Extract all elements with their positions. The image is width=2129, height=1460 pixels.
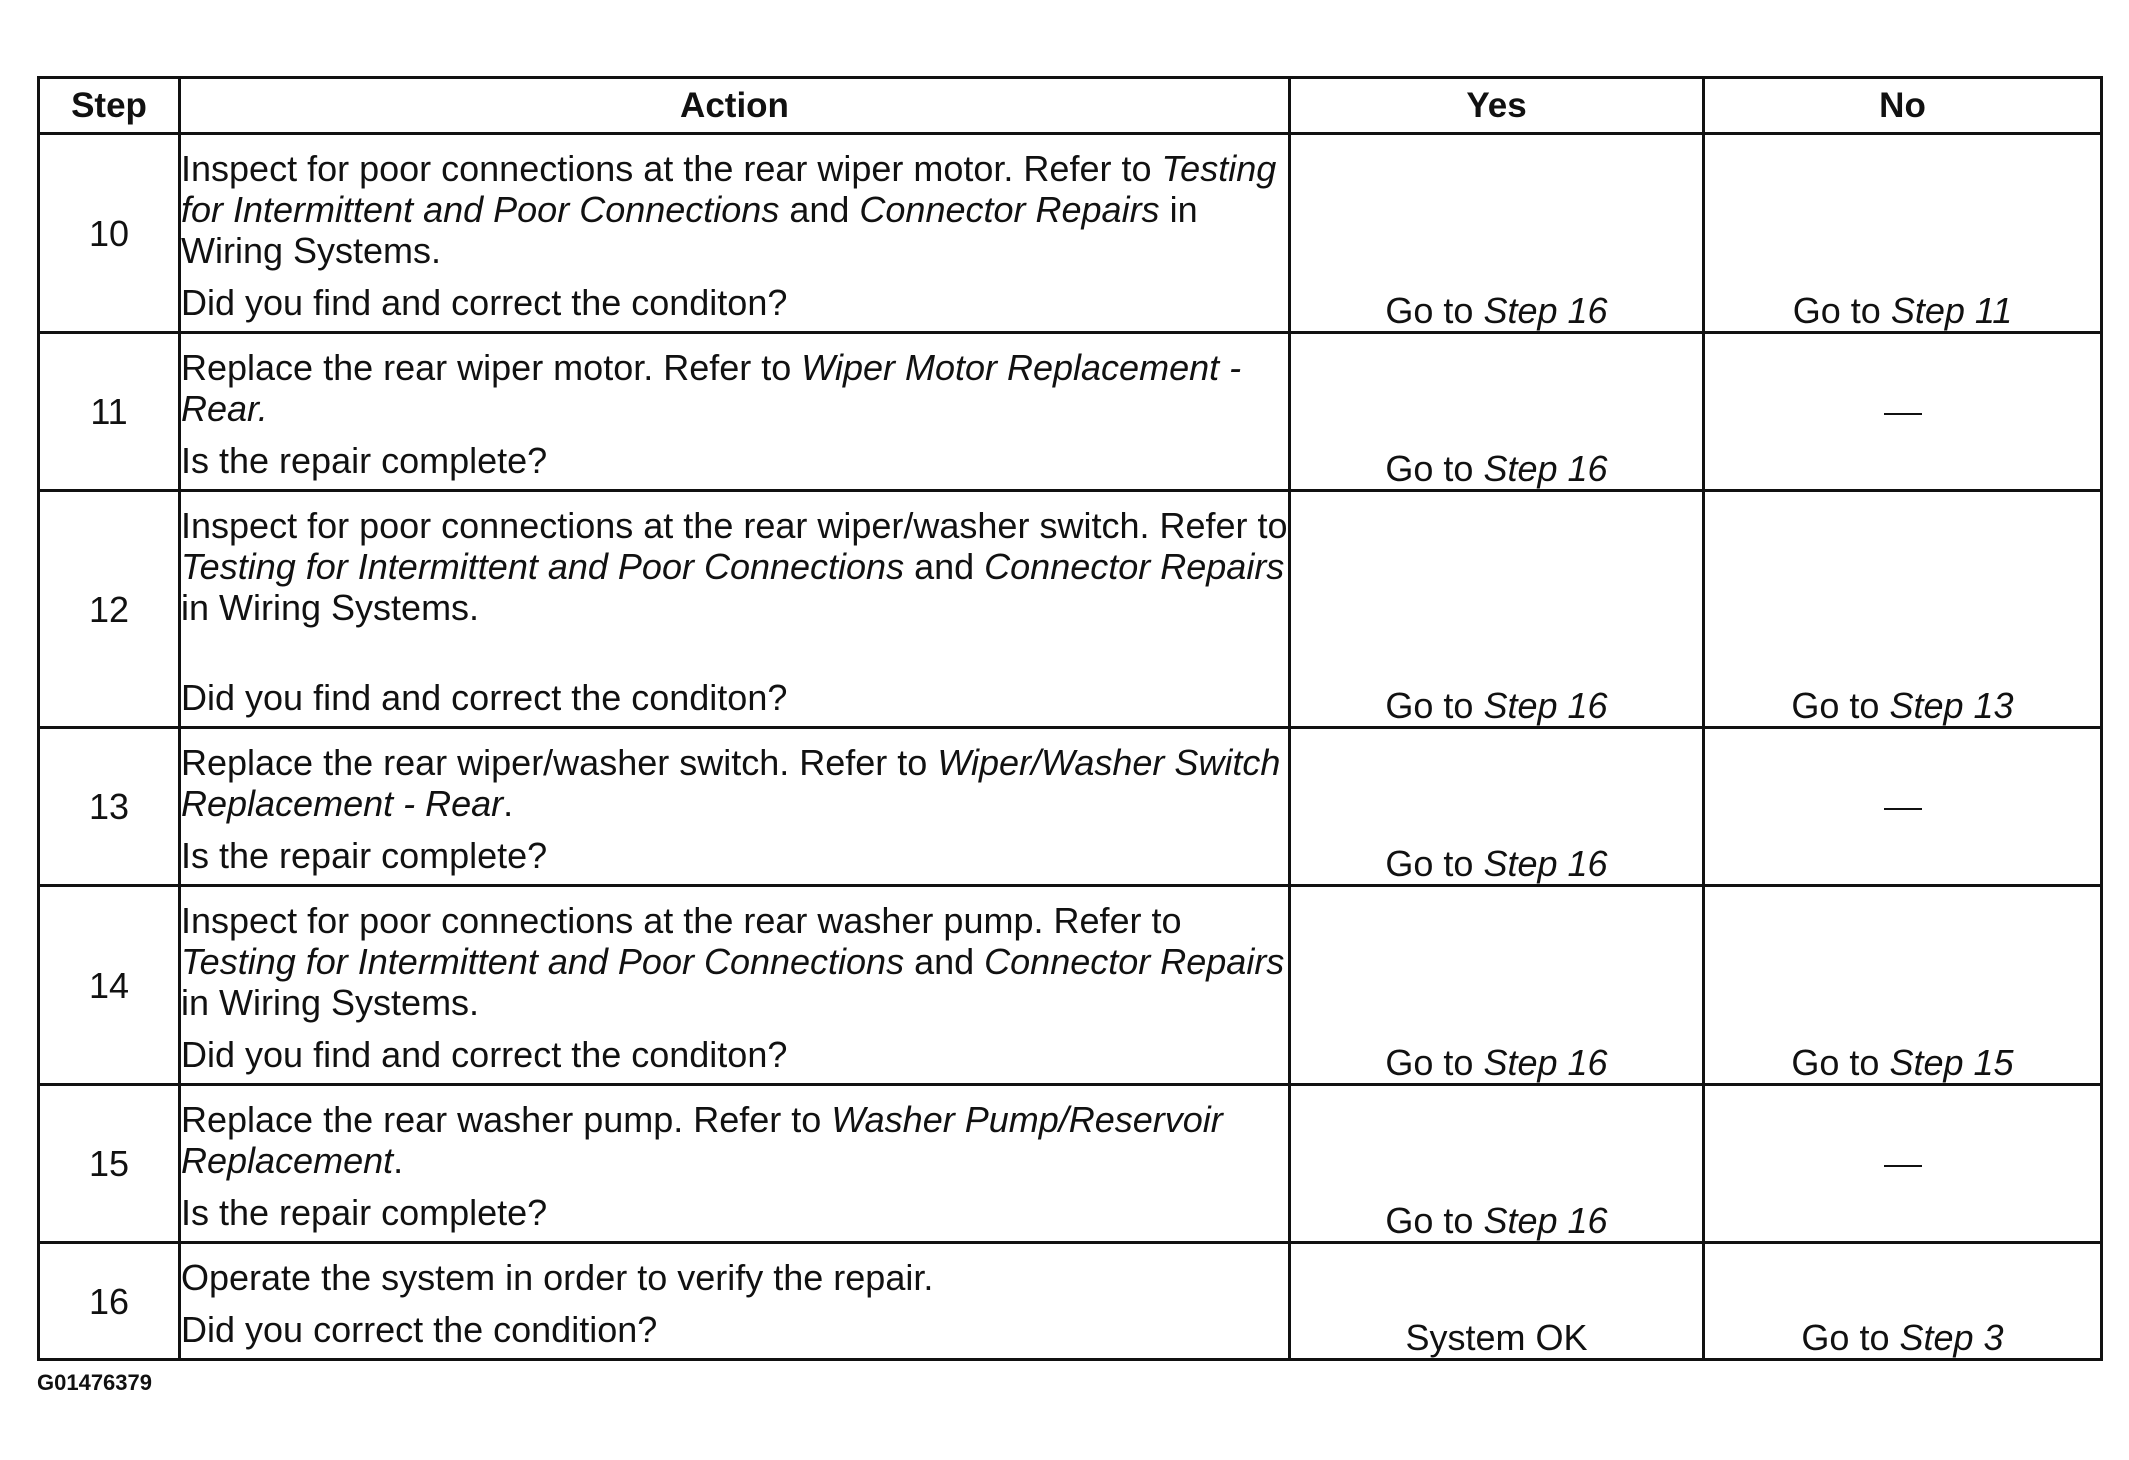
action-cell bbox=[180, 1085, 1290, 1243]
figure-id: G01476379 bbox=[37, 1370, 152, 1395]
text-run: . bbox=[393, 1140, 404, 1181]
action-instruction bbox=[181, 1099, 1288, 1181]
header-yes: Yes bbox=[1290, 78, 1704, 134]
step-number: 16 bbox=[39, 1243, 180, 1360]
text-run: Go to bbox=[1385, 448, 1484, 489]
text-run: and bbox=[904, 546, 985, 587]
action-question: Did you find and correct the conditon? bbox=[181, 1034, 788, 1075]
text-run: . bbox=[503, 783, 514, 824]
no-result bbox=[1704, 491, 2102, 728]
text-run: Go to bbox=[1801, 1317, 1900, 1358]
reference-link: Testing for Intermittent and Poor Connections bbox=[181, 941, 905, 982]
action-cell bbox=[180, 333, 1290, 491]
action-instruction bbox=[181, 742, 1288, 824]
reference-link: Testing for Intermittent and Poor Connections bbox=[181, 546, 905, 587]
action-question: Did you find and correct the conditon? bbox=[181, 282, 788, 323]
yes-result bbox=[1290, 1243, 1704, 1360]
text-run: Go to bbox=[1385, 843, 1484, 884]
action-instruction bbox=[181, 347, 1288, 429]
action-instruction bbox=[181, 148, 1288, 271]
reference-link: Step 3 bbox=[1899, 1317, 2004, 1358]
text-run: Replace the rear wiper motor. Refer to bbox=[181, 347, 802, 388]
yes-result bbox=[1290, 134, 1704, 333]
table-row bbox=[39, 728, 2102, 886]
no-result bbox=[1704, 1243, 2102, 1360]
reference-link: Connector Repairs bbox=[984, 941, 1285, 982]
action-question: Is the repair complete? bbox=[181, 835, 548, 876]
reference-link: Washer Pump/Reservoir Replacement bbox=[181, 1099, 1223, 1181]
not-applicable-dash bbox=[1884, 413, 1922, 415]
action-cell bbox=[180, 728, 1290, 886]
action-question: Did you correct the condition? bbox=[181, 1309, 658, 1350]
step-number: 15 bbox=[39, 1085, 180, 1243]
step-number: 10 bbox=[39, 134, 180, 333]
text-run: and bbox=[779, 189, 860, 230]
no-result bbox=[1704, 134, 2102, 333]
reference-link: Step 15 bbox=[1889, 1042, 2014, 1083]
text-run: System OK bbox=[1405, 1317, 1588, 1358]
step-number: 14 bbox=[39, 886, 180, 1085]
step-number: 12 bbox=[39, 491, 180, 728]
step-number: 13 bbox=[39, 728, 180, 886]
text-run: in Wiring Systems. bbox=[181, 982, 480, 1023]
reference-link: Step 16 bbox=[1483, 843, 1608, 884]
reference-link: Testing for Intermittent and Poor Connections bbox=[181, 148, 1277, 230]
header-row bbox=[39, 78, 2102, 134]
text-run: and bbox=[904, 941, 985, 982]
reference-link: Step 13 bbox=[1889, 685, 2014, 726]
table-row bbox=[39, 134, 2102, 333]
reference-link: Wiper/Washer Switch Replacement - Rear bbox=[181, 742, 1281, 824]
text-run: Go to bbox=[1385, 1042, 1484, 1083]
reference-link: Step 16 bbox=[1483, 448, 1608, 489]
no-result bbox=[1704, 1085, 2102, 1243]
text-run: Inspect for poor connections at the rear wiper/washer switch. Refer to bbox=[181, 505, 1288, 546]
no-result bbox=[1704, 333, 2102, 491]
reference-link: Connector Repairs bbox=[859, 189, 1160, 230]
table-row bbox=[39, 333, 2102, 491]
not-applicable-dash bbox=[1884, 1165, 1922, 1167]
text-run: Inspect for poor connections at the rear wiper motor. Refer to bbox=[181, 148, 1162, 189]
diagnostic-table bbox=[37, 76, 2103, 1361]
reference-link: Step 16 bbox=[1483, 1200, 1608, 1241]
table-row bbox=[39, 491, 2102, 728]
text-run: Go to bbox=[1791, 685, 1890, 726]
yes-result bbox=[1290, 333, 1704, 491]
action-cell bbox=[180, 1243, 1290, 1360]
not-applicable-dash bbox=[1884, 808, 1922, 810]
action-cell bbox=[180, 491, 1290, 728]
text-run: Go to bbox=[1385, 1200, 1484, 1241]
action-question: Did you find and correct the conditon? bbox=[181, 677, 788, 718]
table-row bbox=[39, 1085, 2102, 1243]
action-question: Is the repair complete? bbox=[181, 1192, 548, 1233]
action-instruction bbox=[181, 505, 1288, 628]
no-result bbox=[1704, 728, 2102, 886]
table-row bbox=[39, 886, 2102, 1085]
action-cell bbox=[180, 134, 1290, 333]
reference-link: Step 11 bbox=[1890, 290, 2013, 331]
reference-link: Wiper Motor Replacement - Rear. bbox=[181, 347, 1242, 429]
reference-link: Step 16 bbox=[1483, 685, 1608, 726]
text-run: Go to bbox=[1792, 290, 1891, 331]
text-run: Replace the rear washer pump. Refer to bbox=[181, 1099, 832, 1140]
header-step: Step bbox=[39, 78, 180, 134]
reference-link: Step 16 bbox=[1483, 1042, 1608, 1083]
text-run: Go to bbox=[1791, 1042, 1890, 1083]
step-number: 11 bbox=[39, 333, 180, 491]
action-question: Is the repair complete? bbox=[181, 440, 548, 481]
action-cell bbox=[180, 886, 1290, 1085]
yes-result bbox=[1290, 1085, 1704, 1243]
reference-link: Connector Repairs bbox=[984, 546, 1285, 587]
no-result bbox=[1704, 886, 2102, 1085]
reference-link: Step 16 bbox=[1483, 290, 1608, 331]
yes-result bbox=[1290, 728, 1704, 886]
text-run: in Wiring Systems. bbox=[181, 587, 480, 628]
yes-result bbox=[1290, 886, 1704, 1085]
yes-result bbox=[1290, 491, 1704, 728]
text-run: Operate the system in order to verify the repair. bbox=[181, 1257, 934, 1298]
text-run: Replace the rear wiper/washer switch. Refer to bbox=[181, 742, 938, 783]
text-run: Go to bbox=[1385, 290, 1484, 331]
text-run: Inspect for poor connections at the rear washer pump. Refer to bbox=[181, 900, 1182, 941]
action-instruction bbox=[181, 900, 1288, 1023]
header-action: Action bbox=[180, 78, 1290, 134]
text-run: Go to bbox=[1385, 685, 1484, 726]
header-no: No bbox=[1704, 78, 2102, 134]
table-row bbox=[39, 1243, 2102, 1360]
text-run: in Wiring Systems. bbox=[181, 189, 1198, 271]
action-instruction bbox=[181, 1257, 1288, 1298]
